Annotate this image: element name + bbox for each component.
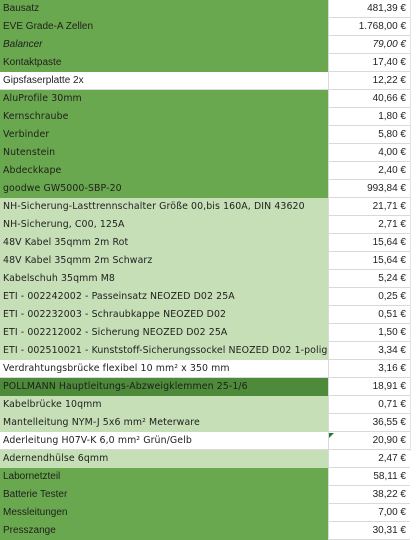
price-cell[interactable]: 18,91 € (328, 378, 410, 396)
table-row[interactable] (0, 324, 410, 342)
table-row[interactable] (0, 522, 410, 540)
price-cell[interactable]: 1.768,00 € (328, 18, 410, 36)
column-gridline (410, 0, 411, 451)
table-row[interactable] (0, 54, 410, 72)
price-cell[interactable]: 5,80 € (328, 126, 410, 144)
item-name-cell[interactable]: NH-Sicherung-Lasttrennschalter Größe 00,bis 160A, DIN 43620 (0, 198, 328, 216)
price-cell[interactable]: 20,90 € (328, 432, 410, 450)
price-cell[interactable]: 3,34 € (328, 342, 410, 360)
table-row[interactable] (0, 432, 410, 450)
price-cell[interactable]: 1,50 € (328, 324, 410, 342)
table-row[interactable] (0, 162, 410, 180)
table-row[interactable] (0, 378, 410, 396)
item-name-cell[interactable]: Verbinder (0, 126, 328, 144)
price-cell[interactable]: 993,84 € (328, 180, 410, 198)
table-row[interactable] (0, 288, 410, 306)
item-name-cell[interactable]: ETI - 002212002 - Sicherung NEOZED D02 25A (0, 324, 328, 342)
item-name-cell[interactable]: ETI - 002510021 - Kunststoff-Sicherungssockel NEOZED D02 1-polig (0, 342, 328, 360)
price-cell[interactable]: 17,40 € (328, 54, 410, 72)
item-name-cell[interactable]: ETI - 002242002 - Passeinsatz NEOZED D02 25A (0, 288, 328, 306)
item-name-cell[interactable]: Labornetzteil (0, 468, 328, 486)
table-row[interactable] (0, 36, 410, 54)
table-row[interactable] (0, 396, 410, 414)
price-cell[interactable]: 30,31 € (328, 522, 410, 540)
table-row[interactable] (0, 234, 410, 252)
item-name-cell[interactable]: Mantelleitung NYM-J 5x6 mm² Meterware (0, 414, 328, 432)
table-row[interactable] (0, 216, 410, 234)
price-cell[interactable]: 0,51 € (328, 306, 410, 324)
price-cell[interactable]: 481,39 € (328, 0, 410, 18)
table-row[interactable] (0, 108, 410, 126)
item-name-cell[interactable]: Balancer (0, 36, 328, 54)
item-name-cell[interactable]: 48V Kabel 35qmm 2m Rot (0, 234, 328, 252)
item-name-cell[interactable]: NH-Sicherung, C00, 125A (0, 216, 328, 234)
item-name-cell[interactable]: goodwe GW5000-SBP-20 (0, 180, 328, 198)
item-name-cell[interactable]: Kabelbrücke 10qmm (0, 396, 328, 414)
price-cell[interactable]: 0,71 € (328, 396, 410, 414)
item-name-cell[interactable]: Bausatz (0, 0, 328, 18)
table-row[interactable] (0, 126, 410, 144)
table-row[interactable] (0, 306, 410, 324)
item-name-cell[interactable]: AluProfile 30mm (0, 90, 328, 108)
item-name-cell[interactable]: Batterie Tester (0, 486, 328, 504)
table-row[interactable] (0, 360, 410, 378)
price-cell[interactable]: 12,22 € (328, 72, 410, 90)
table-row[interactable] (0, 0, 410, 18)
price-cell[interactable]: 4,00 € (328, 144, 410, 162)
item-name-cell[interactable]: Abdeckkape (0, 162, 328, 180)
item-name-cell[interactable]: POLLMANN Hauptleitungs-Abzweigklemmen 25-1/6 (0, 378, 328, 396)
table-row[interactable] (0, 198, 410, 216)
item-name-cell[interactable]: Aderleitung H07V-K 6,0 mm² Grün/Gelb (0, 432, 328, 450)
price-cell[interactable]: 2,47 € (328, 450, 410, 468)
price-cell[interactable]: 15,64 € (328, 234, 410, 252)
price-cell[interactable]: 58,11 € (328, 468, 410, 486)
price-cell[interactable]: 2,40 € (328, 162, 410, 180)
item-name-cell[interactable]: Kontaktpaste (0, 54, 328, 72)
price-cell[interactable]: 40,66 € (328, 90, 410, 108)
table-row[interactable] (0, 270, 410, 288)
price-cell[interactable]: 15,64 € (328, 252, 410, 270)
item-name-cell[interactable]: Messleitungen (0, 504, 328, 522)
price-cell[interactable]: 3,16 € (328, 360, 410, 378)
price-cell[interactable]: 79,00 € (328, 36, 410, 54)
item-name-cell[interactable]: Kabelschuh 35qmm M8 (0, 270, 328, 288)
item-name-cell[interactable]: Gipsfaserplatte 2x (0, 72, 328, 90)
price-cell[interactable]: 38,22 € (328, 486, 410, 504)
table-row[interactable] (0, 180, 410, 198)
cell-note-indicator-icon (329, 433, 334, 438)
table-row[interactable] (0, 342, 410, 360)
item-name-cell[interactable]: ETI - 002232003 - Schraubkappe NEOZED D02 (0, 306, 328, 324)
item-name-cell[interactable]: Nutenstein (0, 144, 328, 162)
price-cell[interactable]: 5,24 € (328, 270, 410, 288)
table-row[interactable] (0, 486, 410, 504)
table-row[interactable] (0, 90, 410, 108)
item-name-cell[interactable]: Kernschraube (0, 108, 328, 126)
table-row[interactable] (0, 414, 410, 432)
item-name-cell[interactable]: EVE Grade-A Zellen (0, 18, 328, 36)
price-cell[interactable]: 21,71 € (328, 198, 410, 216)
item-name-cell[interactable]: 48V Kabel 35qmm 2m Schwarz (0, 252, 328, 270)
table-row[interactable] (0, 144, 410, 162)
price-cell[interactable]: 2,71 € (328, 216, 410, 234)
item-name-cell[interactable]: Adernendhülse 6qmm (0, 450, 328, 468)
item-name-cell[interactable]: Presszange (0, 522, 328, 540)
price-cell[interactable]: 1,80 € (328, 108, 410, 126)
table-row[interactable] (0, 18, 410, 36)
item-name-cell[interactable]: Verdrahtungsbrücke flexibel 10 mm² x 350 mm (0, 360, 328, 378)
price-cell[interactable]: 7,00 € (328, 504, 410, 522)
price-cell[interactable]: 36,55 € (328, 414, 410, 432)
table-row[interactable] (0, 450, 410, 468)
table-row[interactable] (0, 468, 410, 486)
table-row[interactable] (0, 504, 410, 522)
table-row[interactable] (0, 72, 410, 90)
price-cell[interactable]: 0,25 € (328, 288, 410, 306)
table-row[interactable] (0, 252, 410, 270)
